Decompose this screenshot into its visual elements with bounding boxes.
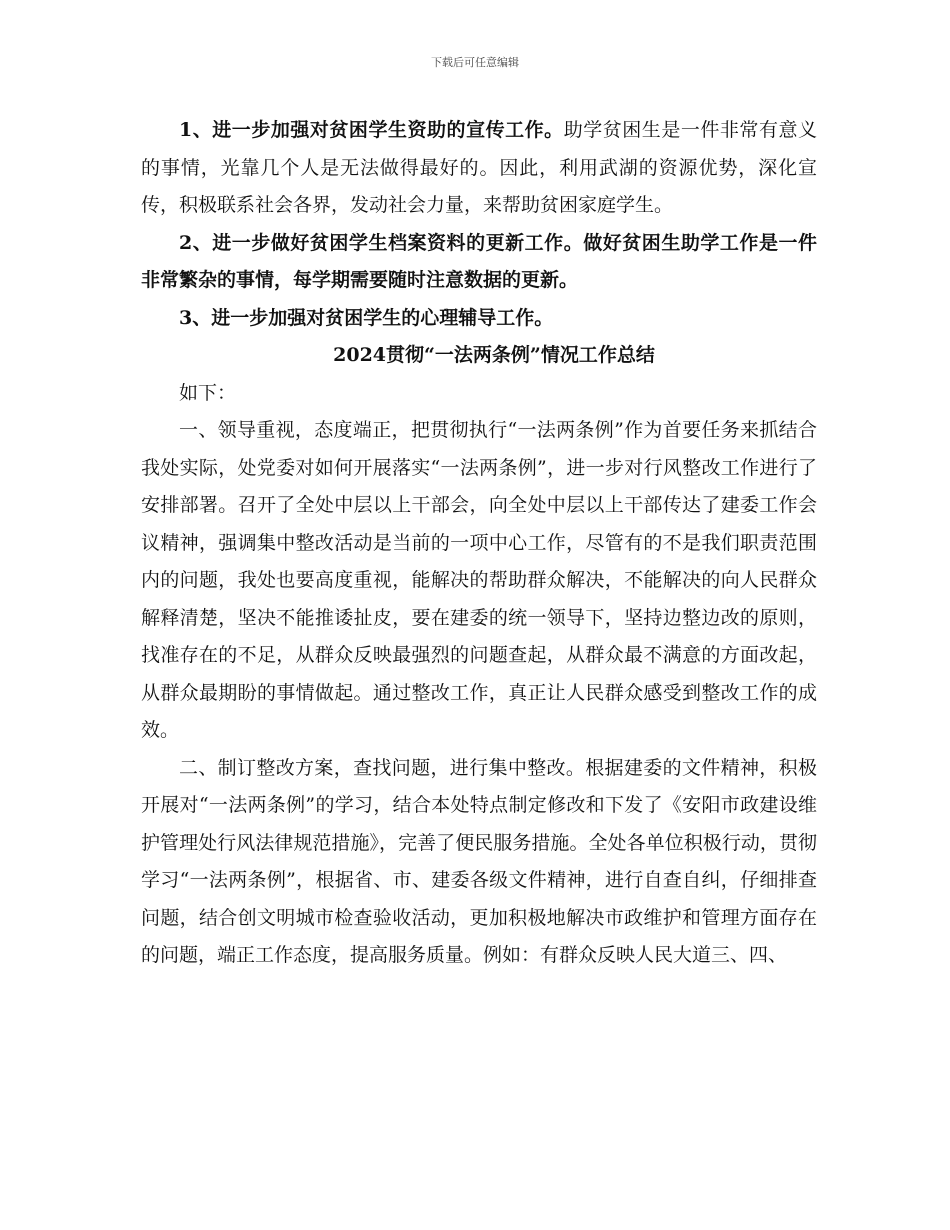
paragraph-publicity-text: 助学贫困生是一件非常有意义的事情，光靠几个人是无法做得最好的。因此，利用武湖的资源优势，深化宣传，积极联系社会各界，发动社会力量，来帮助贫困家庭学生。 (141, 119, 817, 216)
paragraph-counseling: 3、进一步加强对贫困学生的心理辅导工作。 (179, 306, 554, 329)
paragraph-rectification: 二、制订整改方案，查找问题，进行集中整改。根据建委的文件精神，积极开展对“一法两条例”的学习，结合本处特点制定修改和下发了《安阳市政建设维护管理处行风法律规范措施》，完善了便民服务措施。全处各单位积极行动，贯彻学习“一法两条例”，根据省、市、建委各级文件精神，进行自查自纠，仔细排查问题，结合创文明城市检查验收活动，更加积极地解决市政维护和管理方面存在的问题，端正工作态度，提高服务质量。例如：有群众反映人民大道三、四、 (141, 756, 817, 966)
page-header: 下载后可任意编辑 (431, 56, 519, 69)
paragraph-publicity (141, 112, 817, 225)
paragraph-archives: 2、进一步做好贫困学生档案资料的更新工作。做好贫困生助学工作是一件非常繁杂的事情，每学期需要随时注意数据的更新。 (141, 231, 817, 291)
paragraph-intro: 如下： (179, 381, 237, 404)
paragraph-leadership: 一、领导重视，态度端正，把贯彻执行“一法两条例”作为首要任务来抓结合我处实际，处党委对如何开展落实“一法两条例”，进一步对行风整改工作进行了安排部署。召开了全处中层以上干部会，向全处中层以上干部传达了建委工作会议精神，强调集中整改活动是当前的一项中心工作，尽管有的不是我们职责范围内的问题，我处也要高度重视，能解决的帮助群众解决，不能解决的向人民群众解释清楚，坚决不能推诿扯皮，要在建委的统一领导下，坚持边整边改的原则，找准存在的不足，从群众反映最强烈的问题查起，从群众最不满意的方面改起，从群众最期盼的事情做起。通过整改工作，真正让人民群众感受到整改工作的成效。 (141, 419, 817, 741)
document-body (141, 112, 817, 975)
paragraph-publicity-heading: 1、进一步加强对贫困学生资助的宣传工作。 (179, 119, 564, 141)
document-title: 2024贯彻“一法两条例”情况工作总结 (333, 344, 655, 366)
